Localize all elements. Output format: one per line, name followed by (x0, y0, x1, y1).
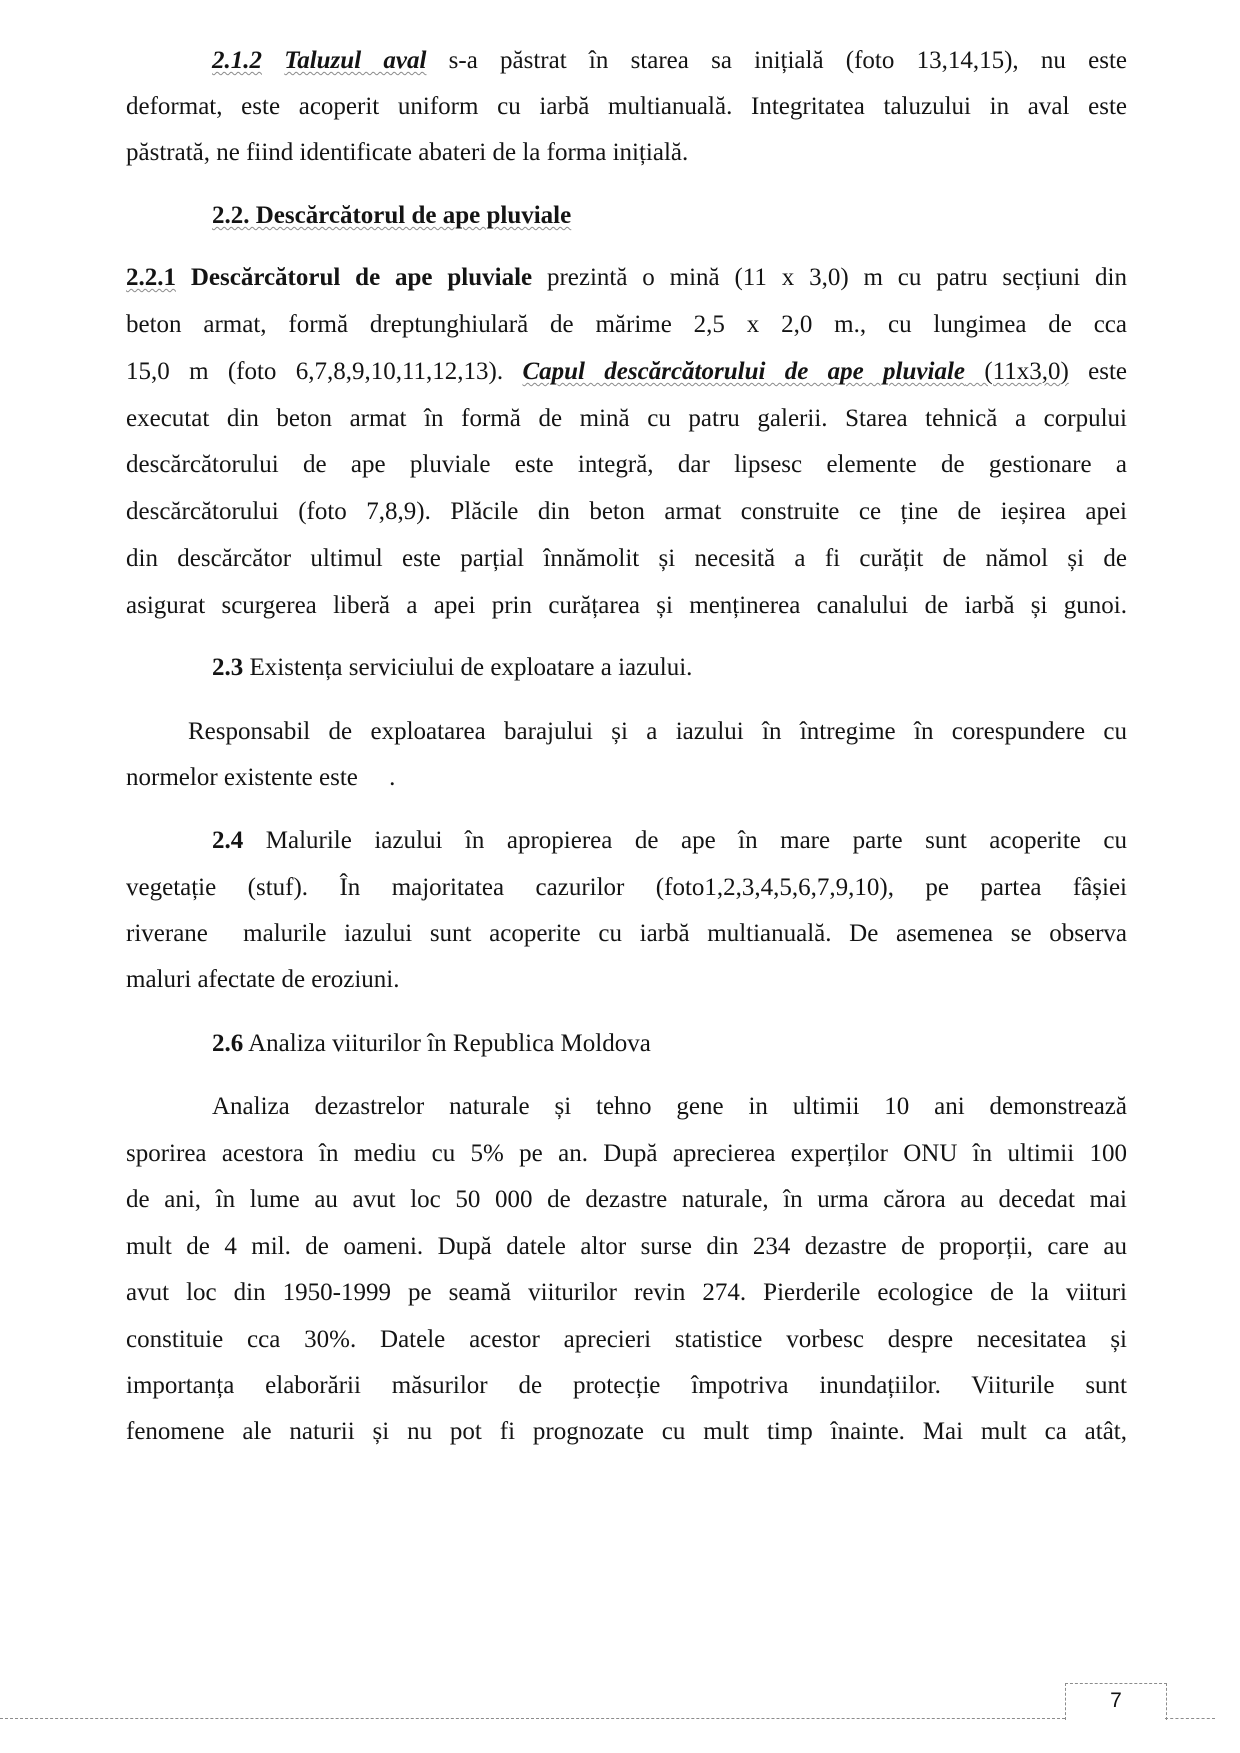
paragraph-descarcator-line-5: descărcătorului de ape pluviale este integră, dar lipsesc elemente de gestionare a (126, 451, 1127, 478)
paragraph-taluz-line-3: păstrată, ne fiind identificate abateri de la forma inițială. (126, 139, 689, 166)
paragraph-viituri-line-4: mult de 4 mil. de oameni. După datele altor surse din 234 dezastre de proporții, care au (126, 1233, 1127, 1260)
paragraph-taluz-line-1: 2.1.2 Taluzul aval s-a păstrat în starea sa inițială (foto 13,14,15), nu este (212, 47, 1128, 74)
paragraph-responsabil-line-1: Responsabil de exploatarea barajului și a iazului în întregime în corespundere cu (188, 718, 1127, 745)
paragraph-descarcator-line-7: din descărcător ultimul este parțial înnămolit și necesită a fi curățit de nămol și de (126, 545, 1127, 572)
paragraph-maluri-line-3: riverane malurile iazului sunt acoperite cu iarbă multianuală. De asemenea se observa (126, 920, 1127, 947)
paragraph-maluri-line-4: maluri afectate de eroziuni. (126, 966, 400, 993)
section-heading-23: 2.3 Existența serviciului de exploatare a iazului. (212, 654, 693, 681)
section-title-taluz-aval: Taluzul aval (284, 47, 427, 74)
section-heading-22: 2.2. Descărcătorul de ape pluviale (212, 202, 572, 229)
paragraph-maluri-line-2: vegetație (stuf). În majoritatea cazurilor (foto1,2,3,4,5,6,7,9,10), pe partea fâșiei (126, 874, 1127, 901)
paragraph-viituri-line-7: importanța elaborării măsurilor de protecție împotriva inundațiilor. Viiturile sunt (126, 1372, 1127, 1399)
paragraph-viituri-line-2: sporirea acestora în mediu cu 5% pe an. După aprecierea experților ONU în ultimii 100 (126, 1140, 1127, 1167)
paragraph-descarcator-line-2: beton armat, formă dreptunghiulară de mărime 2,5 x 2,0 m., cu lungimea de cca (126, 311, 1127, 338)
paragraph-viituri-line-5: avut loc din 1950-1999 pe seamă viiturilor revin 274. Pierderile ecologice de la viituri (126, 1279, 1127, 1306)
paragraph-viituri-line-3: de ani, în lume au avut loc 50 000 de dezastre naturale, în urma cărora au decedat mai (126, 1186, 1127, 1213)
paragraph-responsabil-line-2: normelor existente este . (126, 764, 396, 791)
footer-rule-left (0, 1718, 1065, 1719)
section-number-212: 2.1.2 (212, 47, 262, 74)
paragraph-descarcator-line-8: asigurat scurgerea liberă a apei prin curățarea și menținerea canalului de iarbă și gunoi. (126, 592, 1127, 619)
paragraph-viituri-line-6: constituie cca 30%. Datele acestor aprecieri statistice vorbesc despre necesitatea și (126, 1326, 1127, 1353)
paragraph-viituri-line-1: Analiza dezastrelor naturale și tehno gene in ultimii 10 ani demonstrează (212, 1093, 1127, 1120)
section-number-26: 2.6 (212, 1030, 244, 1057)
paragraph-taluz-line-2: deformat, este acoperit uniform cu iarbă multianuală. Integritatea taluzului in aval este (126, 93, 1127, 120)
paragraph-maluri-line-1: 2.4 Malurile iazului în apropierea de ape în mare parte sunt acoperite cu (212, 827, 1127, 854)
section-number-24: 2.4 (212, 827, 244, 854)
section-number-23: 2.3 (212, 654, 244, 681)
section-heading-26: 2.6 Analiza viiturilor în Republica Moldova (212, 1030, 651, 1057)
section-title-descarcator: Descărcătorul de ape pluviale (176, 264, 533, 291)
page-number: 7 (1110, 1689, 1122, 1712)
capul-descarcatorului-term: Capul descărcătorului de ape pluviale (522, 358, 965, 385)
page-number-box (1065, 1683, 1167, 1720)
paragraph-descarcator-line-6: descărcătorului (foto 7,8,9). Plăcile din beton armat construite ce ține de ieșirea apei (126, 498, 1127, 525)
section-number-221: 2.2.1 (126, 264, 176, 291)
paragraph-viituri-line-8: fenomene ale naturii și nu pot fi prognozate cu mult timp înainte. Mai mult ca atât, (126, 1418, 1127, 1445)
footer-rule-right (1165, 1718, 1215, 1719)
paragraph-descarcator-line-3: 15,0 m (foto 6,7,8,9,10,11,12,13). Capul descărcătorului de ape pluviale (11x3,0) este (126, 358, 1127, 385)
paragraph-descarcator-line-1: 2.2.1 Descărcătorul de ape pluviale prezintă o mină (11 x 3,0) m cu patru secțiuni din (126, 264, 1127, 291)
paragraph-descarcator-line-4: executat din beton armat în formă de mină cu patru galerii. Starea tehnică a corpului (126, 405, 1127, 432)
